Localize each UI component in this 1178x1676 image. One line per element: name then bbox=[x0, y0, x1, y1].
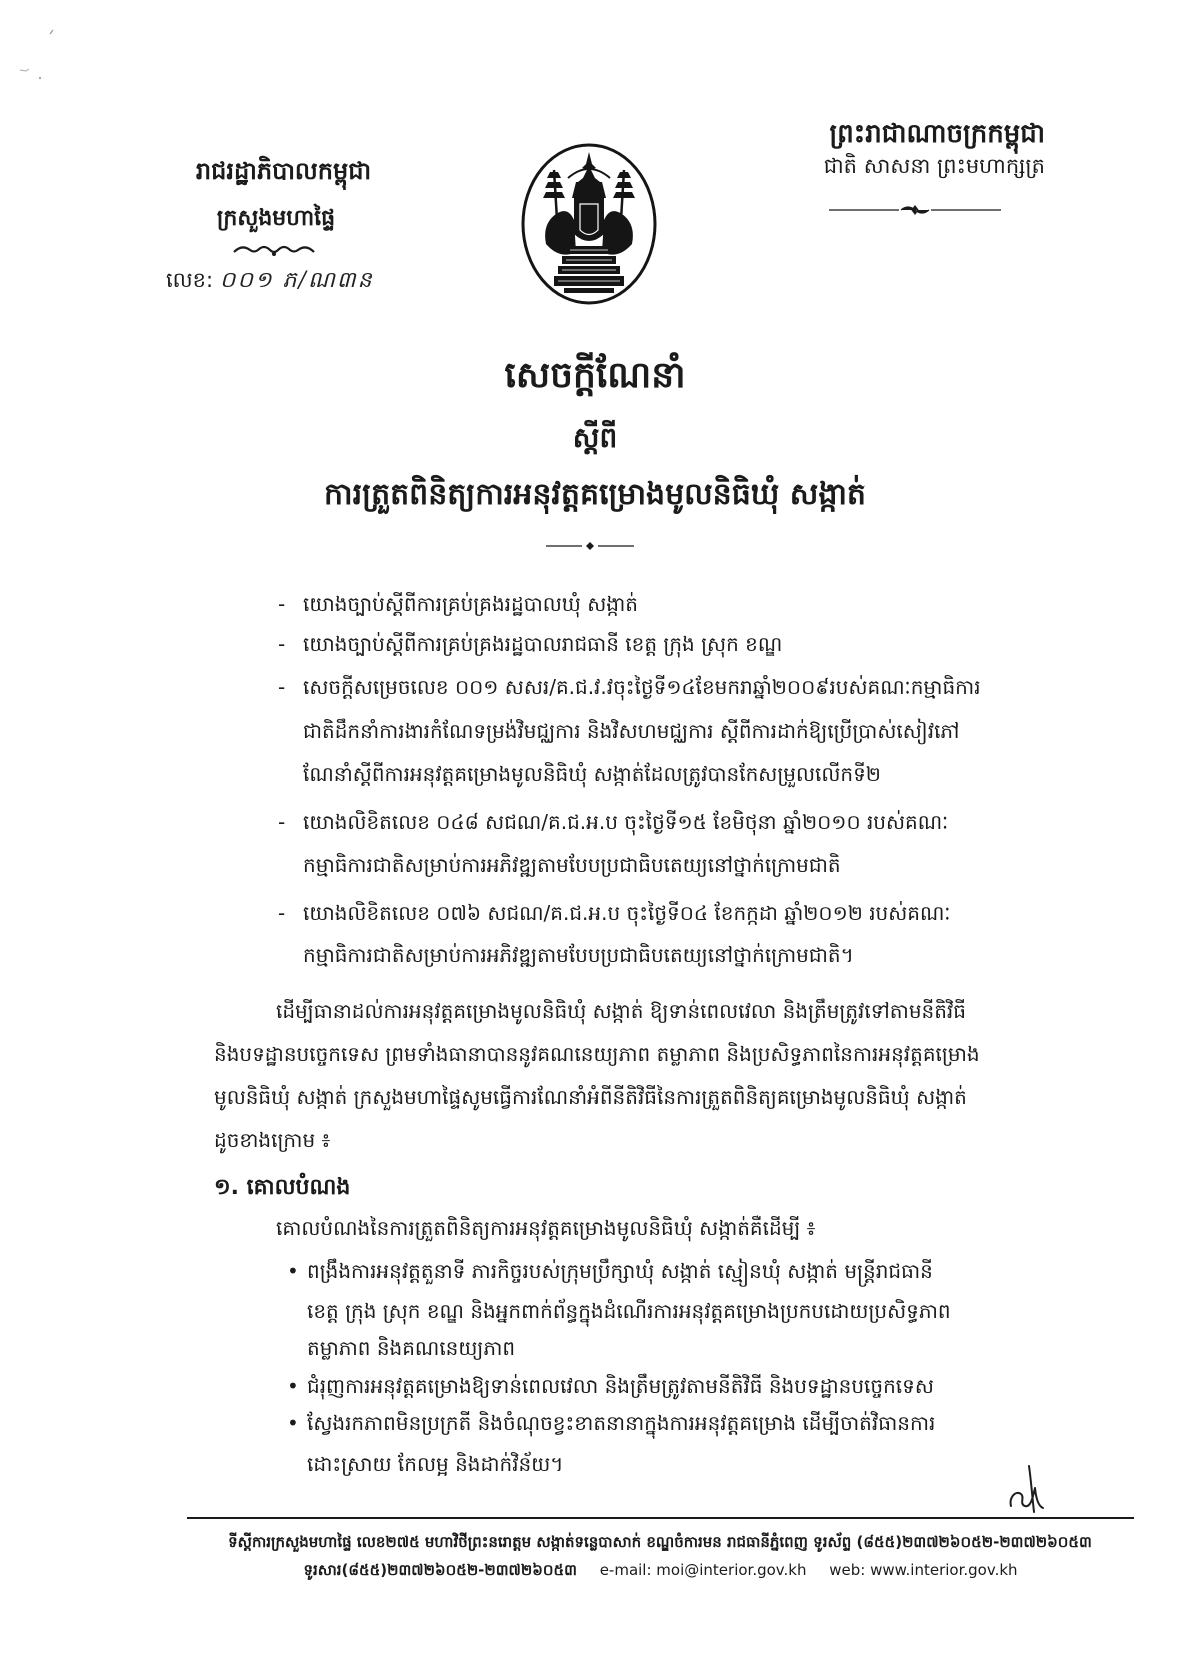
handwritten-initial-mark bbox=[1005, 1462, 1053, 1516]
reference-line: កម្មាធិការជាតិសម្រាប់ការអភិវឌ្ឍតាមបែបប្រជាធិបតេយ្យនៅថ្នាក់ក្រោមជាតិ។ bbox=[303, 943, 854, 967]
reference-line: សេចក្ដីសម្រេចលេខ ០០១ សសរ/គ.ជ.វ.វចុះថ្ងៃទី១៤ខែមករាឆ្នាំ២០០៩របស់គណៈកម្មាធិការ bbox=[303, 675, 981, 699]
emblem-spire bbox=[578, 152, 600, 182]
objective-line: ខេត្ត ក្រុង ស្រុក ខណ្ឌ និងអ្នកពាក់ព័ន្ធក្នុងដំណើរការអនុវត្តគម្រោងប្រកបដោយប្រសិទ្ធភាព bbox=[307, 1299, 951, 1323]
paragraph-line: និងបទដ្ឋានបច្ចេកទេស ព្រមទាំងធានាបាននូវគណនេយ្យភាព តម្លាភាព និងប្រសិទ្ធភាពនៃការអនុវត្តគម្រោង bbox=[214, 1042, 980, 1066]
kingdom-name: ព្រះរាជាណាចក្រកម្ពុជា bbox=[829, 119, 1045, 149]
footer-web: web: www.interior.gov.kh bbox=[829, 1561, 1018, 1579]
objective-line: ស្វែងរកភាពមិនប្រក្រតី និងចំណុចខ្វះខាតនានាក្នុងការអនុវត្តគម្រោង ដើម្បីចាត់វិធានការ bbox=[307, 1411, 936, 1435]
footer-email: e-mail: moi@interior.gov.kh bbox=[599, 1561, 807, 1579]
emblem-pedestal-tier bbox=[564, 288, 614, 293]
section-heading: ១. គោលបំណង bbox=[214, 1175, 351, 1200]
footer-contacts bbox=[187, 1558, 1134, 1582]
government-name: រាជរដ្ឋាភិបាលកម្ពុជា bbox=[195, 157, 372, 185]
bullet-marker: • bbox=[287, 1374, 299, 1398]
reference-line: យោងលិខិតលេខ ០៤៨ សជណ/គ.ជ.អ.ប ចុះថ្ងៃទី១៥ ខែមិថុនា ឆ្នាំ២០១០ របស់គណៈ bbox=[303, 810, 949, 834]
reference-number-handwritten: ០០១ ភ/ណ៣ន bbox=[219, 268, 374, 293]
reference-line: កម្មាធិការជាតិសម្រាប់ការអភិវឌ្ឍតាមបែបប្រជាធិបតេយ្យនៅថ្នាក់ក្រោមជាតិ bbox=[303, 853, 841, 877]
scan-speck bbox=[20, 69, 29, 71]
objective-line: ជំរុញការអនុវត្តគម្រោងឱ្យទាន់ពេលវេលា និងត្រឹមត្រូវតាមនីតិវិធី និងបទដ្ឋានបច្ចេកទេស bbox=[307, 1374, 934, 1398]
paragraph-line: ដើម្បីធានាដល់ការអនុវត្តគម្រោងមូលនិធិឃុំ សង្កាត់ ឱ្យទាន់ពេលវេលា និងត្រឹមត្រូវទៅតាមនីតិវិធី bbox=[276, 999, 966, 1023]
royal-arms-emblem-icon bbox=[518, 142, 660, 306]
paragraph-line: មូលនិធិឃុំ សង្កាត់ ក្រសួងមហាផ្ទៃសូមធ្វើការណែនាំអំពីនីតិវិធីនៃការត្រួតពិនិត្យគម្រោងមូលនិធិឃុំ សង្កាត់ bbox=[214, 1085, 967, 1109]
ornament-stroke bbox=[234, 247, 314, 252]
title-on: ស្ដីពី bbox=[572, 421, 618, 454]
section-lead: គោលបំណងនៃការត្រួតពិនិត្យការអនុវត្តគម្រោងមូលនិធិឃុំ សង្កាត់គឺដើម្បី ៖ bbox=[276, 1216, 816, 1240]
objective-line: ពង្រឹងការអនុវត្តតួនាទី ភារកិច្ចរបស់ក្រុមប្រឹក្សាឃុំ សង្កាត់ ស្មៀនឃុំ សង្កាត់ មន្ត្រីរាជធានី bbox=[307, 1259, 933, 1283]
emblem-parasol-left bbox=[543, 172, 565, 198]
ornamental-divider-icon bbox=[829, 204, 1001, 216]
reference-dash-marker: - bbox=[278, 901, 286, 925]
bullet-marker: • bbox=[287, 1259, 299, 1283]
scan-specks bbox=[10, 20, 80, 100]
objective-line: តម្លាភាព និងគណនេយ្យភាព bbox=[307, 1336, 516, 1360]
scan-speck bbox=[39, 77, 41, 79]
reference-number-row bbox=[166, 260, 426, 300]
reference-line: ណែនាំស្ដីពីការអនុវត្តគម្រោងមូលនិធិឃុំ សង្កាត់ដែលត្រូវបានកែសម្រួលលើកទី២ bbox=[303, 762, 881, 786]
document-subject: ការត្រួតពិនិត្យការអនុវត្តគម្រោងមូលនិធិឃុំ សង្កាត់ bbox=[324, 477, 866, 512]
reference-line: ជាតិដឹកនាំការងារកំណែទម្រង់វិមជ្ឈការ និងវិសហមជ្ឈការ ស្ដីពីការដាក់ឱ្យប្រើប្រាស់សៀវភៅ bbox=[303, 719, 960, 743]
ornament-dot bbox=[272, 252, 276, 256]
reference-dash-marker: - bbox=[278, 632, 286, 656]
ornamental-divider-icon bbox=[546, 541, 634, 551]
flourish-ornament-icon bbox=[232, 242, 316, 258]
reference-dash-marker: - bbox=[278, 810, 286, 834]
divider-ornament bbox=[586, 542, 594, 550]
reference-line: យោងលិខិតលេខ ០៧៦ សជណ/គ.ជ.អ.ប ចុះថ្ងៃទី០៤ ខែកក្កដា ឆ្នាំ២០១២ របស់គណៈ bbox=[303, 901, 951, 925]
reference-line: យោងច្បាប់ស្ដីពីការគ្រប់គ្រងរដ្ឋបាលរាជធានី ខេត្ត ក្រុង ស្រុក ខណ្ឌ bbox=[303, 632, 783, 656]
scan-speck bbox=[50, 30, 53, 34]
document-type-title: សេចក្ដីណែនាំ bbox=[504, 355, 686, 396]
reference-dash-marker: - bbox=[278, 592, 286, 616]
national-motto: ជាតិ សាសនា ព្រះមហាក្សត្រ bbox=[823, 154, 1045, 178]
initial-stroke bbox=[1011, 1466, 1043, 1512]
paragraph-line: ដូចខាងក្រោម ៖ bbox=[214, 1128, 331, 1152]
emblem-parasol-right bbox=[613, 172, 635, 198]
footer-fax: ទូរសារ(៨៥៥)២៣៧២៦០៥២-២៣៧២៦០៥៣ bbox=[303, 1561, 577, 1579]
divider-ornament bbox=[901, 206, 929, 214]
reference-dash-marker: - bbox=[278, 675, 286, 699]
reference-label: លេខ: bbox=[166, 268, 214, 292]
ministry-name: ក្រសួងមហាផ្ទៃ bbox=[216, 206, 336, 231]
footer-address: ទីស្ដីការក្រសួងមហាផ្ទៃ លេខ២៧៥ មហាវិថីព្រះនរោត្តម សង្កាត់ទន្លេបាសាក់ ខណ្ឌចំការមន រាជធានីភ្នំពេញ ទូរស័ព្ទ (៨៥៥)២៣៧២៦០៥២-២៣៧២៦០៥៣ bbox=[228, 1533, 1092, 1551]
footer-rule bbox=[187, 1517, 1134, 1519]
bullet-marker: • bbox=[287, 1411, 299, 1435]
objective-line: ដោះស្រាយ កែលម្អ និងដាក់វិន័យ។ bbox=[307, 1452, 564, 1476]
emblem-crown bbox=[572, 182, 606, 198]
reference-line: យោងច្បាប់ស្ដីពីការគ្រប់គ្រងរដ្ឋបាលឃុំ សង្កាត់ bbox=[303, 592, 638, 616]
